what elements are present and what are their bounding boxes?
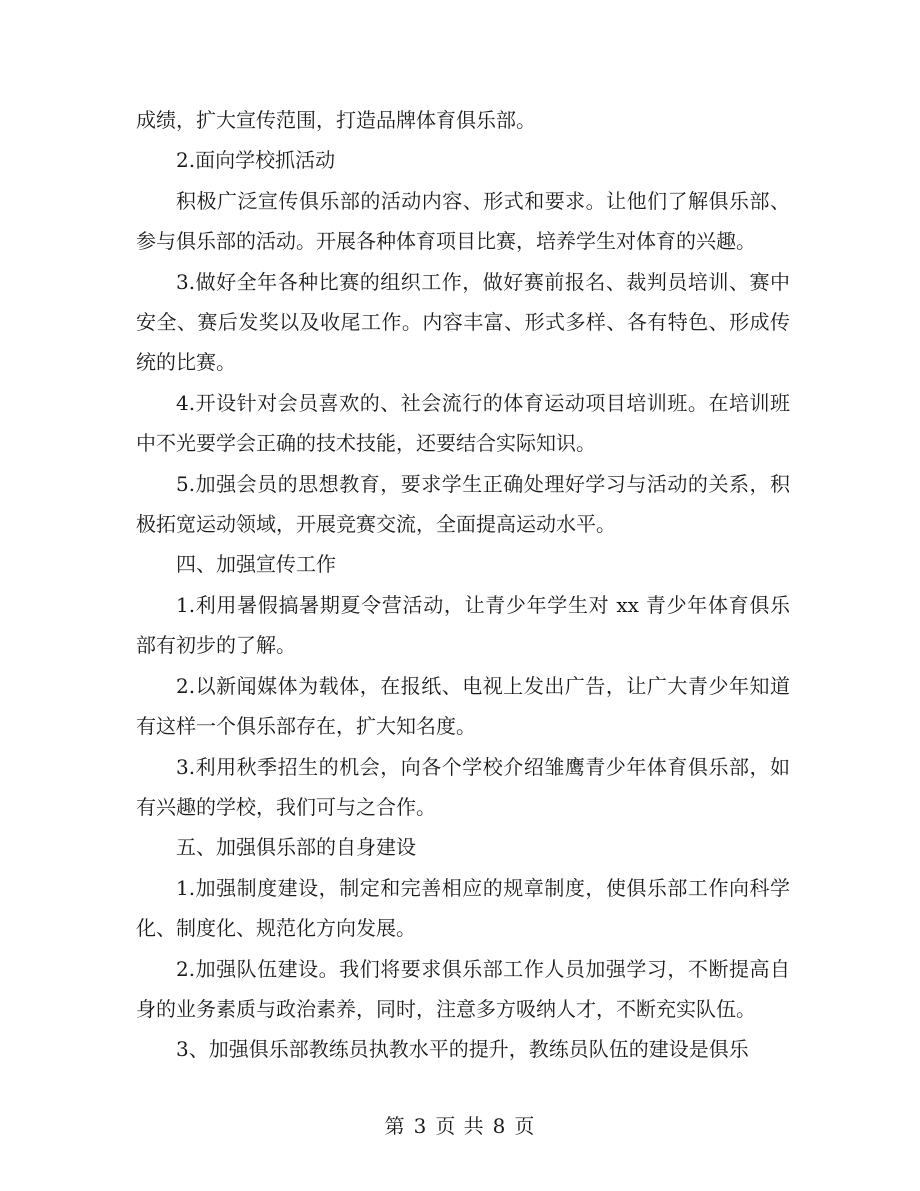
paragraph: 成绩，扩大宣传范围，打造品牌体育俱乐部。 (136, 108, 536, 132)
paragraph: 3.做好全年各种比赛的组织工作，做好赛前报名、裁判员培训、赛中安全、赛后发奖以及收尾工作。内容丰富、形式多样、各有特色、形成传统的比赛。 (136, 269, 790, 375)
total-pages-number: 8 (492, 1114, 507, 1138)
paragraph: 2.面向学校抓活动 (176, 148, 336, 173)
current-page-number: 3 (413, 1114, 428, 1138)
page-label-prefix: 第 (384, 1114, 406, 1138)
paragraph: 3、加强俱乐部教练员执教水平的提升，教练员队伍的建设是俱乐 (176, 1037, 749, 1062)
paragraph: 1.利用暑假搞暑期夏令营活动，让青少年学生对 xx 青少年体育俱乐部有初步的了解。 (136, 592, 790, 658)
paragraph: 5.加强会员的思想教育，要求学生正确处理好学习与活动的关系，积极拓宽运动领域，开展竞赛交流，全面提高运动水平。 (136, 471, 790, 537)
paragraph: 3.利用秋季招生的机会，向各个学校介绍雏鹰青少年体育俱乐部，如有兴趣的学校，我们可与之合作。 (136, 754, 790, 819)
paragraph: 2.加强队伍建设。我们将要求俱乐部工作人员加强学习，不断提高自身的业务素质与政治素养，同时，注意多方吸纳人才，不断充实队伍。 (136, 956, 790, 1021)
paragraph: 积极广泛宣传俱乐部的活动内容、形式和要求。让他们了解俱乐部、参与俱乐部的活动。开展各种体育项目比赛，培养学生对体育的兴趣。 (136, 188, 790, 254)
document-body (136, 100, 790, 1070)
page-label-suffix: 页 (514, 1114, 536, 1138)
paragraph: 2.以新闻媒体为载体，在报纸、电视上发出广告，让广大青少年知道有这样一个俱乐部存在，扩大知名度。 (136, 673, 790, 739)
paragraph: 4.开设针对会员喜欢的、社会流行的体育运动项目培训班。在培训班中不光要学会正确的技术技能，还要结合实际知识。 (136, 390, 790, 456)
page-footer (0, 1112, 920, 1140)
section-heading: 四、加强宣传工作 (176, 552, 336, 577)
section-heading: 五、加强俱乐部的自身建设 (176, 835, 416, 860)
page-label-mid: 页 共 (435, 1114, 485, 1138)
paragraph: 1.加强制度建设，制定和完善相应的规章制度，使俱乐部工作向科学化、制度化、规范化方向发展。 (136, 875, 790, 941)
